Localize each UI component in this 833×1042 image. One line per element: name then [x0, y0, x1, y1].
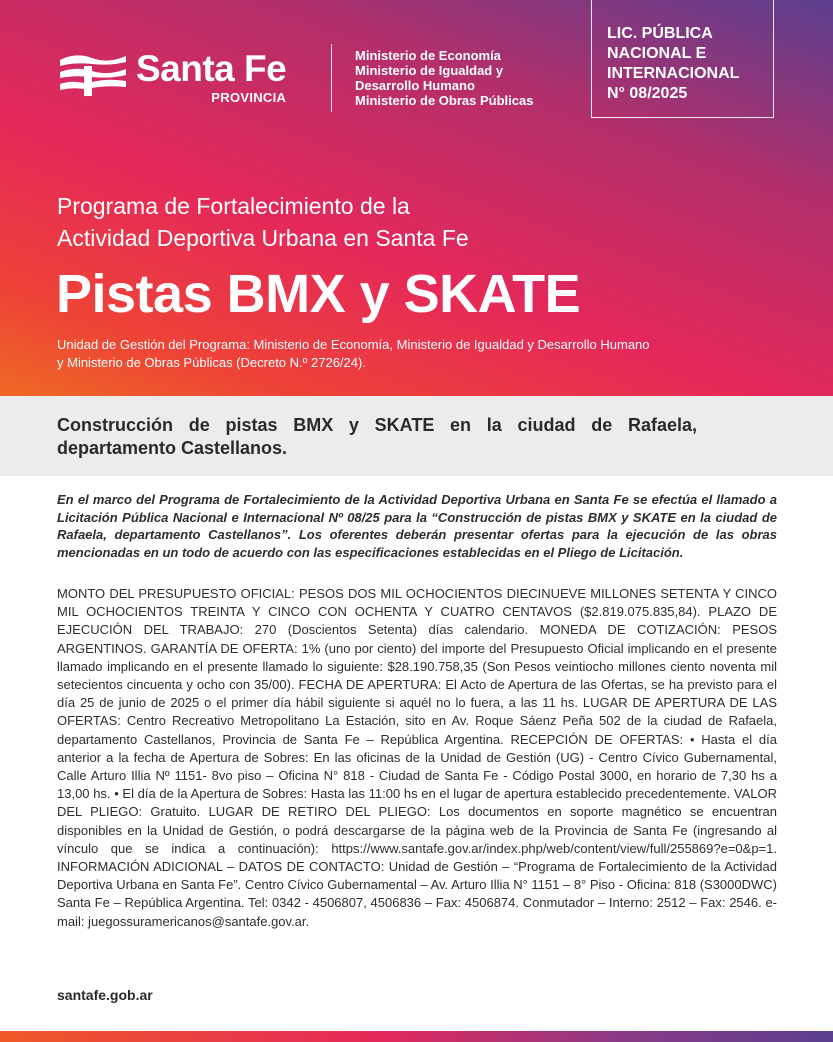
- ministry-line: Ministerio de Economía: [355, 48, 501, 63]
- program-line: Actividad Deportiva Urbana en Santa Fe: [57, 225, 469, 251]
- licitacion-line: NACIONAL E: [607, 45, 707, 62]
- project-title: Construcción de pistas BMX y SKATE en la ciudad de Rafaela, departamento Castellanos.: [57, 415, 697, 458]
- ministry-line: Ministerio de Obras Públicas: [355, 93, 534, 108]
- brand-name: Santa Fe: [136, 48, 287, 89]
- licitacion-line: INTERNACIONAL: [607, 65, 740, 82]
- intro-paragraph: En el marco del Programa de Fortalecimiento de la Actividad Deportiva Urbana en Santa Fe se efectúa el llamado a Licitación Pública Nacional e Internacional Nº 08/25 para la “Construcción de pistas BMX y SKATE en la ciudad de Rafaela, departamento Castellanos”. Los oferentes deberán presentar ofertas para la ejecución de las obras mencionadas en un todo de acuerdo con las especificaciones establecidas en el Pliego de Licitación.: [57, 492, 777, 560]
- unidad-gestion-text: [57, 336, 737, 372]
- header-divider: [331, 44, 332, 112]
- unidad-line: Unidad de Gestión del Programa: Ministerio de Economía, Ministerio de Igualdad y Desarrollo Humano: [57, 337, 650, 352]
- page-title: Pistas BMX y SKATE: [56, 264, 581, 324]
- ministry-line: Desarrollo Humano: [355, 78, 475, 93]
- program-line: Programa de Fortalecimiento de la: [57, 193, 410, 219]
- bottom-color-bar: [0, 1031, 833, 1042]
- unidad-line: y Ministerio de Obras Públicas (Decreto N.º 2726/24).: [57, 355, 366, 370]
- brand-wordmark: [136, 50, 286, 105]
- ministries-list: [355, 48, 533, 108]
- santa-fe-flag-icon: [58, 52, 128, 98]
- licitacion-badge: [591, 0, 774, 118]
- licitacion-line: LIC. PÚBLICA: [607, 25, 713, 42]
- licitacion-line: N° 08/2025: [607, 85, 688, 102]
- brand-subtitle: PROVINCIA: [211, 90, 287, 105]
- program-name: [57, 190, 677, 254]
- footer-site-link[interactable]: santafe.gob.ar: [57, 987, 153, 1003]
- hero-banner: [0, 0, 833, 396]
- ministry-line: Ministerio de Igualdad y: [355, 63, 504, 78]
- santa-fe-logo: [58, 50, 286, 105]
- details-paragraph: MONTO DEL PRESUPUESTO OFICIAL: PESOS DOS MIL OCHOCIENTOS DIECINUEVE MILLONES SETENTA Y CINCO MIL OCHOCIENTOS TREINTA Y CINCO CON OCHENTA Y CUATRO CENTAVOS ($2.819.075.835,84). PLAZO DE EJECUCIÓN DEL TRABAJO: 270 (Doscientos Setenta) días calendario. MONEDA DE COTIZACIÓN: PESOS ARGENTINOS. GARANTÍA DE OFERTA: 1% (uno por ciento) del importe del Presupuesto Oficial implicando en el presente llamado implicando en el presente llamado lo siguiente: $28.190.758,35 (Son Pesos veintiocho millones ciento noventa mil setecientos cincuenta y ocho con 35/00). FECHA DE APERTURA: El Acto de Apertura de las Ofertas, se ha previsto para el día 25 de junio de 2025 o el primer día hábil siguiente si aquél no lo fuera, a las 11 hs. LUGAR DE APERTURA DE LAS OFERTAS: Centro Recreativo Metropolitano La Estación, sito en Av. Roque Sáenz Peña 502 de la ciudad de Rafaela, departamento Castellanos, Provincia de Santa Fe – República Argentina. RECEPCIÓN DE OFERTAS: • Hasta el día anterior a la fecha de Apertura de Sobres: En las oficinas de la Unidad de Gestión (UG) - Centro Cívico Gubernamental, Calle Arturo Illia Nº 1151- 8vo piso – Oficina N° 818 - Ciudad de Santa Fe - Código Postal 3000, en horario de 7,30 hs a 13,00 hs. • El día de la Apertura de Sobres: Hasta las 11:00 hs en el lugar de apertura establecido precedentemente. VALOR DEL PLIEGO: Gratuito. LUGAR DE RETIRO DEL PLIEGO: Los documentos en soporte magnético se encuentran disponibles en la Unidad de Gestión, o podrá descargarse de la página web de la Provincia de Santa Fe (ingresando al vínculo que se indica a continuación): https://www.santafe.gov.ar/index.php/web/content/view/full/255869?e=0&p=1. INFORMACIÓN ADICIONAL – DATOS DE CONTACTO: Unidad de Gestión – “Programa de Fortalecimiento de la Actividad Deportiva Urbana en Santa Fe”. Centro Cívico Gubernamental – Av. Arturo Illia N° 1151 – 8° Piso - Oficina: 818 (S3000DWC) Santa Fe – República Argentina. Tel: 0342 - 4506807, 4506836 – Fax: 4506874. Conmutador – Interno: 2512 – Fax: 2546. e-mail: juegossuramericanos@santafe.gov.ar.: [57, 586, 777, 929]
